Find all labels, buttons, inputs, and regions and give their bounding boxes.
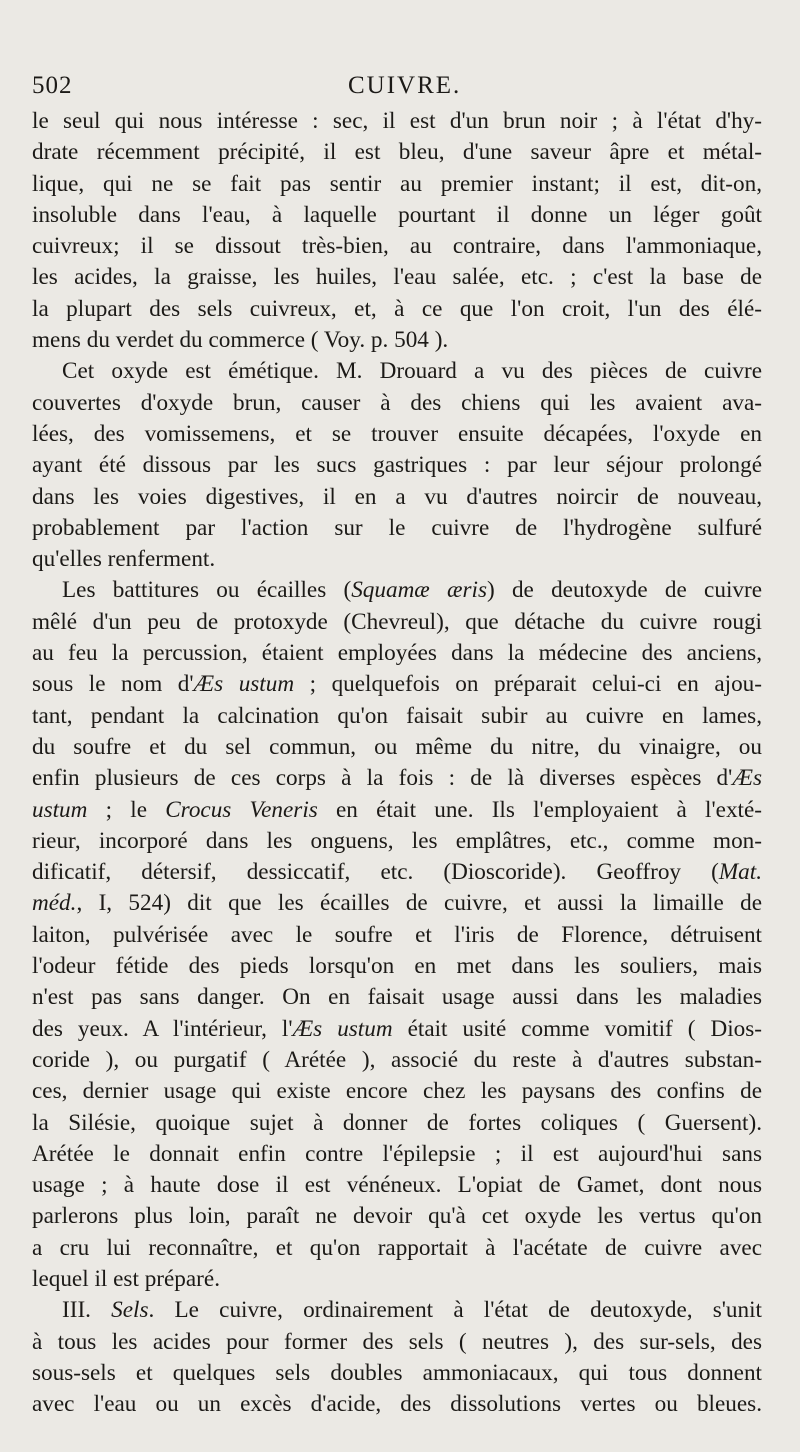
text-line: drate récemment précipité, il est bleu, d'une saveur âpre et métal- <box>32 139 762 166</box>
text-line: usage ; à haute dose il est vénéneux. L'opiat de Gamet, dont nous <box>32 1172 762 1199</box>
text-line: le seul qui nous intéresse : sec, il est d'un brun noir ; à l'état d'hy- <box>32 108 762 134</box>
page-number: 502 <box>32 72 73 99</box>
text-line: sous-sels et quelques sels doubles ammoniacaux, qui tous donnent <box>32 1359 762 1386</box>
latin-term: Æs ustum <box>292 1015 393 1042</box>
text-line: lequel il est préparé. <box>32 1265 220 1292</box>
running-title: CUIVRE. <box>348 72 462 99</box>
text-line: tant, pendant la calcination qu'on faisait subir au cuivre en lames, <box>32 702 762 729</box>
text-line: avec l'eau ou un excès d'acide, des dissolutions vertes ou bleues. <box>32 1391 762 1418</box>
text-line: les acides, la graisse, les huiles, l'eau salée, etc. ; c'est la base de <box>32 264 762 291</box>
citation-title: Mat. <box>718 859 762 886</box>
text-line: parlerons plus loin, paraît ne devoir qu'à cet oxyde les vertus qu'on <box>32 1203 762 1230</box>
text-line: ces, dernier usage qui existe encore chez les paysans des confins de <box>32 1078 762 1105</box>
paragraph-2 <box>32 356 762 575</box>
text-line: à tous les acides pour former des sels ( neutres ), des sur-sels, des <box>32 1328 762 1355</box>
text-line: insoluble dans l'eau, à laquelle pourtant il donne un léger goût <box>32 201 762 228</box>
text-line: qu'elles renferment. <box>32 546 216 573</box>
text-line: mens du verdet du commerce ( Voy. p. 504 ). <box>32 327 449 354</box>
text-line: mêlé d'un peu de protoxyde (Chevreul), que détache du cuivre rougi <box>32 608 762 635</box>
latin-term: Crocus Veneris <box>165 796 318 823</box>
paragraph-1 <box>32 106 762 356</box>
text-line: lique, qui ne se fait pas sentir au premier instant; il est, dit-on, <box>32 170 762 197</box>
text-line: au feu la percussion, étaient employées dans la médecine des anciens, <box>32 640 762 667</box>
text-line: méd., I, 524) dit que les écailles de cuivre, et aussi la limaille de <box>32 890 762 917</box>
text-line: ayant été dissous par les sucs gastriques : par leur séjour prolongé <box>32 452 762 479</box>
text-line: lées, des vomissemens, et se trouver ensuite décapées, l'oxyde en <box>32 420 762 447</box>
text-line: la Silésie, quoique sujet à donner de fortes coliques ( Guersent). <box>32 1109 762 1136</box>
latin-term: ustum <box>32 796 88 823</box>
paragraph-3 <box>32 575 762 1295</box>
latin-term: Æs <box>732 765 762 792</box>
latin-term: Squamæ æris <box>351 577 487 604</box>
text-line: couvertes d'oxyde brun, causer à des chiens qui les avaient ava- <box>32 389 762 416</box>
body-text <box>32 106 762 1420</box>
paragraph-4 <box>32 1295 762 1420</box>
text-line: enfin plusieurs de ces corps à la fois : de là diverses espèces d'Æs <box>32 765 762 792</box>
text-line: la plupart des sels cuivreux, et, à ce que l'on croit, l'un des élé- <box>32 295 762 322</box>
text-line: dans les voies digestives, il en a vu d'autres noircir de nouveau, <box>32 483 762 510</box>
text-line: sous le nom d'Æs ustum ; quelquefois on préparait celui-ci en ajou- <box>32 671 762 698</box>
text-line: dificatif, détersif, dessiccatif, etc. (Dioscoride). Geoffroy (Mat. <box>32 859 762 886</box>
latin-term: Æs ustum <box>193 671 295 698</box>
text-line: Arétée le donnait enfin contre l'épilepsie ; il est aujourd'hui sans <box>32 1140 762 1167</box>
text-line: a cru lui reconnaître, et qu'on rapportait à l'acétate de cuivre avec <box>32 1234 762 1261</box>
text-line: III. Sels. Le cuivre, ordinairement à l'état de deutoxyde, s'unit <box>62 1297 762 1324</box>
page-header <box>32 72 762 106</box>
text-line: Cet oxyde est émétique. M. Drouard a vu des pièces de cuivre <box>62 358 762 385</box>
text-line: n'est pas sans danger. On en faisait usage aussi dans les maladies <box>32 984 762 1011</box>
text-line: cuivreux; il se dissout très-bien, au contraire, dans l'ammoniaque, <box>32 233 762 260</box>
text-line: probablement par l'action sur le cuivre de l'hydrogène sulfuré <box>32 514 762 541</box>
text-line: laiton, pulvérisée avec le soufre et l'iris de Florence, détruisent <box>32 921 762 948</box>
text-line: rieur, incorporé dans les onguens, les emplâtres, etc., comme mon- <box>32 827 762 854</box>
section-heading: Sels <box>111 1297 149 1324</box>
text-line: Les battitures ou écailles (Squamæ æris) de deutoxyde de cuivre <box>62 577 762 604</box>
text-line: ustum ; le Crocus Veneris en était une. Ils l'employaient à l'exté- <box>32 796 762 823</box>
text-line: du soufre et du sel commun, ou même du nitre, du vinaigre, ou <box>32 733 762 760</box>
text-line: des yeux. A l'intérieur, l'Æs ustum était usité comme vomitif ( Dios- <box>32 1015 762 1042</box>
text-line: coride ), ou purgatif ( Arétée ), associé du reste à d'autres substan- <box>32 1046 762 1073</box>
text-line: l'odeur fétide des pieds lorsqu'on en met dans les souliers, mais <box>32 953 762 980</box>
citation-title: méd. <box>32 890 77 917</box>
